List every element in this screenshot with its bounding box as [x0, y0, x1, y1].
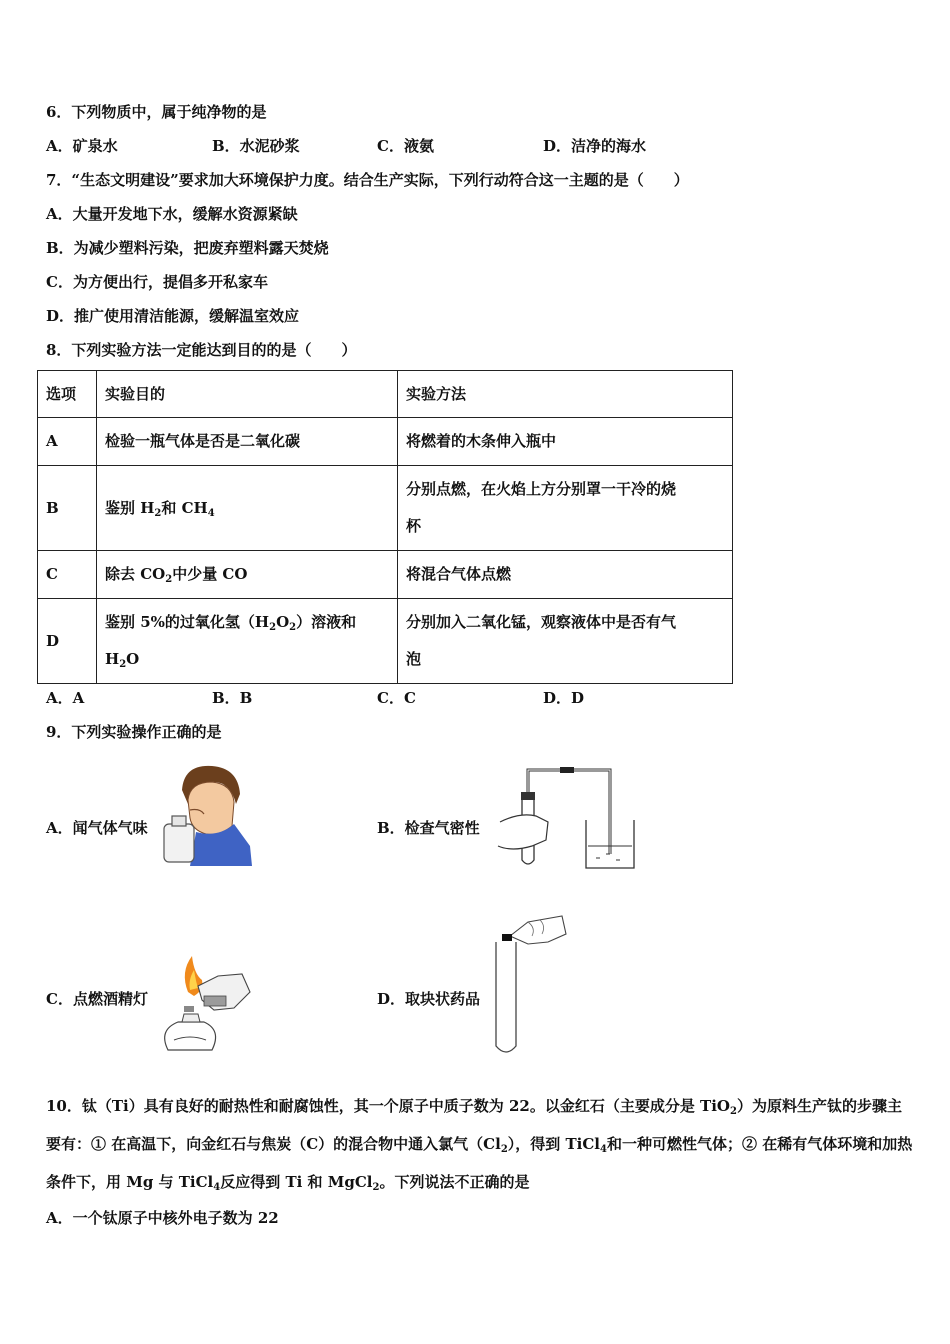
- q6-stem: 6．下列物质中，属于纯净物的是: [46, 103, 267, 121]
- q10-stem: 10．钛（Ti）具有良好的耐热性和耐腐蚀性，其一个原子中质子数为 22。以金红石（主要成分是 TiO$_2$）为原料生产钛的步骤主要有：① 在高温下，向金红石与焦炭（C）的混合物中通入氯气$(Cl_2)$，得到 TiCl$_4$和一种可燃性气体；② 在稀有气体环境和加热条件下，用 Mg 与 TiCl$_4$反应得到 Ti 和 MgCl$_2$。下列说法不正确的是: [46, 1097, 913, 1193]
- q8-stem: 8．下列实验方法一定能达到目的的是（ ）: [46, 341, 357, 359]
- take-solid-reagent-illustration: [492, 912, 568, 1058]
- row-a-option: A: [38, 418, 97, 466]
- q10-option-a[interactable]: A．一个钛原子中核外电子数为 22: [46, 1209, 279, 1227]
- q7-option-c[interactable]: C．为方便出行，提倡多开私家车: [46, 273, 268, 291]
- header-option: 选项: [38, 371, 97, 418]
- q7-stem: 7．“生态文明建设”要求加大环境保护力度。结合生产实际，下列行动符合这一主题的是（ ）: [46, 171, 689, 189]
- table-row: [38, 551, 733, 599]
- row-c-purpose: 除去 $CO_2$中少量 CO: [97, 551, 398, 599]
- q7-option-a[interactable]: A．大量开发地下水，缓解水资源紧缺: [46, 205, 298, 223]
- q8-option-a[interactable]: A．A: [46, 689, 85, 707]
- q9-option-d[interactable]: D．取块状药品: [377, 990, 481, 1008]
- row-d-purpose: 鉴别 5%的过氧化氢$(H_2O_2)$溶液和 $H_2O$: [97, 599, 398, 684]
- experiment-table: [37, 370, 733, 684]
- header-method: 实验方法: [398, 371, 733, 418]
- table-row: [38, 466, 733, 551]
- row-b-purpose: 鉴别 $H_2$和 $CH_4$: [97, 466, 398, 551]
- q7-option-d[interactable]: D．推广使用清洁能源，缓解温室效应: [46, 307, 300, 325]
- smell-gas-illustration: [160, 760, 255, 868]
- row-d-option: D: [38, 599, 97, 684]
- q9-option-a[interactable]: A．闻气体气味: [46, 819, 148, 837]
- q6-option-a[interactable]: A．矿泉水: [46, 137, 118, 155]
- table-row: [38, 599, 733, 684]
- q8-option-b[interactable]: B．B: [212, 689, 253, 707]
- q7-option-b[interactable]: B．为减少塑料污染，把废弃塑料露天焚烧: [46, 239, 329, 257]
- row-a-method: 将燃着的木条伸入瓶中: [398, 418, 733, 466]
- q6-option-d[interactable]: D．洁净的海水: [543, 137, 647, 155]
- row-c-option: C: [38, 551, 97, 599]
- q8-option-d[interactable]: D．D: [543, 689, 585, 707]
- q9-option-b[interactable]: B．检查气密性: [377, 819, 480, 837]
- row-d-method: 分别加入二氧化锰，观察液体中是否有气 泡: [398, 599, 733, 684]
- row-c-method: 将混合气体点燃: [398, 551, 733, 599]
- q9-option-c[interactable]: C．点燃酒精灯: [46, 990, 148, 1008]
- row-a-purpose: 检验一瓶气体是否是二氧化碳: [97, 418, 398, 466]
- row-b-option: B: [38, 466, 97, 551]
- header-purpose: 实验目的: [97, 371, 398, 418]
- table-header-row: [38, 371, 733, 418]
- airtightness-check-illustration: [492, 762, 642, 874]
- table-row: [38, 418, 733, 466]
- q6-option-c[interactable]: C．液氨: [377, 137, 434, 155]
- q9-stem: 9．下列实验操作正确的是: [46, 723, 222, 741]
- q6-option-b[interactable]: B．水泥砂浆: [212, 137, 300, 155]
- row-b-method: 分别点燃，在火焰上方分别罩一干冷的烧 杯: [398, 466, 733, 551]
- light-alcohol-lamp-illustration: [158, 952, 258, 1060]
- q8-option-c[interactable]: C．C: [377, 689, 416, 707]
